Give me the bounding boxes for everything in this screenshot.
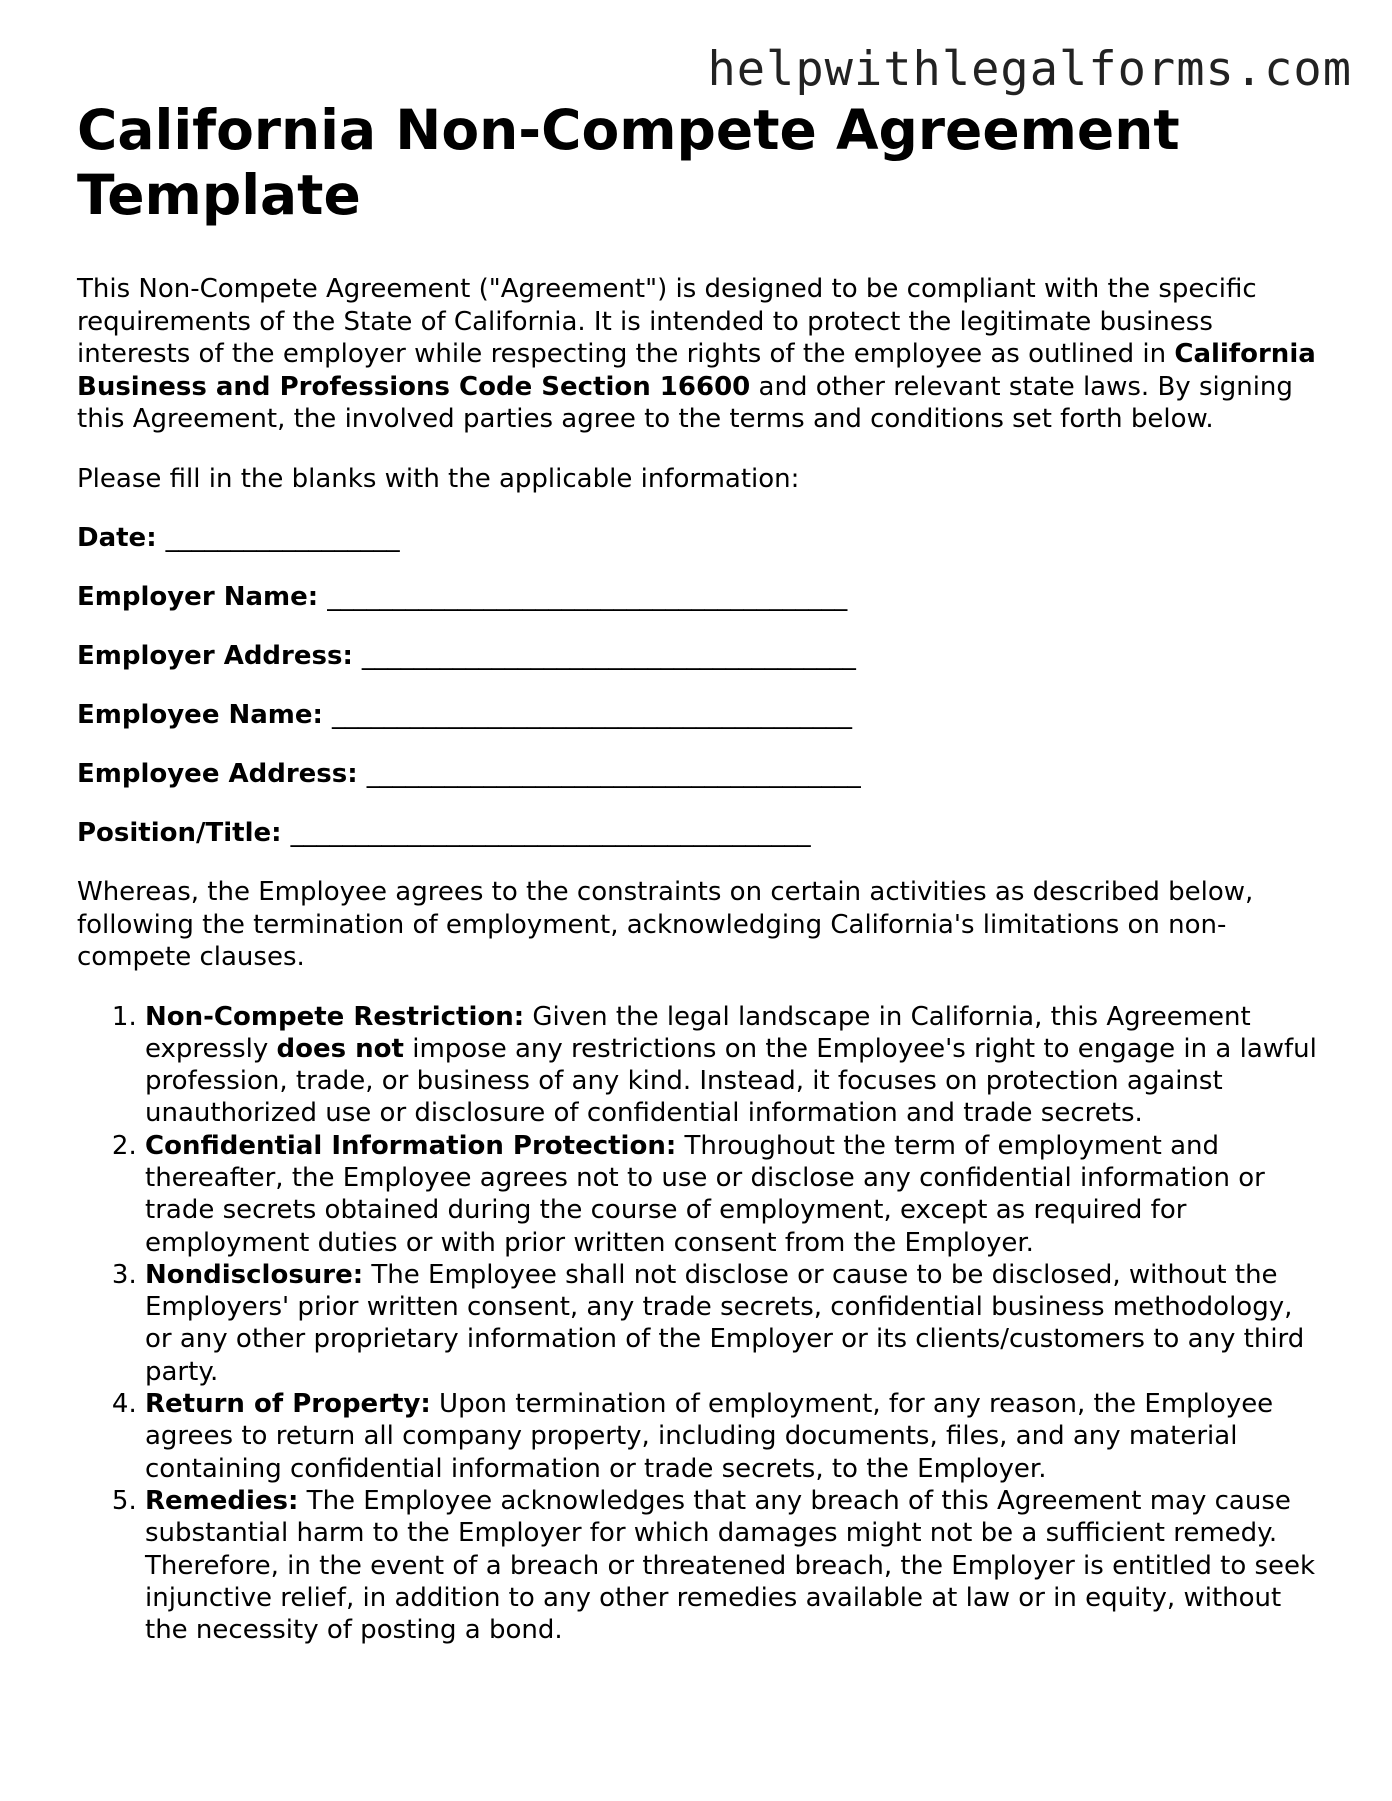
field-position-title xyxy=(77,817,1327,849)
clause-heading: Return of Property: xyxy=(145,1389,431,1420)
instructions-paragraph: Please fill in the blanks with the applicable information: xyxy=(77,463,800,494)
field-date xyxy=(77,522,1327,554)
clause-text: The Employee shall not disclose or cause to be disclosed, without the Employers' prior written consent, any trade secrets, confidential business methodology, or any other proprietary information of the Employer or its clients/customers to any third party. xyxy=(145,1259,1305,1387)
clause-item-confidential-information xyxy=(145,1130,1327,1259)
intro-text-start: This Non-Compete Agreement ("Agreement") is designed to be compliant with the specific requirements of the State of California. It is intended to protect the legitimate business interests of the employer while respecting the rights of the employee as outlined in xyxy=(77,274,1257,369)
field-employer-address xyxy=(77,640,1327,672)
clause-text: Given the legal landscape in California, this Agreement expressly xyxy=(145,1001,1251,1064)
field-label: Position/Title: xyxy=(77,818,282,848)
clause-text: The Employee acknowledges that any breach of this Agreement may cause substantial harm to the Employer for which damages might not be a sufficient remedy. Therefore, in the event of a breach or threatened breach, the Employer is entitled to seek injunctive relief, in addition to any other remedies available at law or in equity, without the necessity of posting a bond. xyxy=(145,1485,1316,1646)
clause-item-remedies xyxy=(145,1485,1327,1646)
field-blank-line[interactable]: ______________________________________ xyxy=(361,641,856,671)
document-page xyxy=(77,98,1327,1646)
clause-item-non-compete xyxy=(145,1001,1327,1130)
field-employee-name xyxy=(77,699,1327,731)
field-employer-name xyxy=(77,581,1327,613)
clauses-list xyxy=(77,1001,1327,1647)
field-label: Employee Address: xyxy=(77,759,358,789)
field-blank-line[interactable]: ________________________________________ xyxy=(332,700,852,730)
whereas-paragraph: Whereas, the Employee agrees to the constraints on certain activities as described below, following the termination of employment, acknowledging California's limitations on non-compete clauses. xyxy=(77,877,1254,972)
field-label: Employee Name: xyxy=(77,700,323,730)
site-watermark: helpwithlegalforms.com xyxy=(707,42,1352,97)
field-label: Employer Name: xyxy=(77,582,319,612)
clause-item-return-of-property xyxy=(145,1388,1327,1485)
intro-paragraph xyxy=(77,273,1327,436)
field-blank-line[interactable]: ________________________________________ xyxy=(327,582,848,612)
field-blank-line[interactable]: __________________ xyxy=(165,523,400,553)
clause-emphasis: does not xyxy=(276,1033,404,1064)
document-title: California Non-Compete Agreement Template xyxy=(77,98,1180,227)
clause-heading: Non-Compete Restriction: xyxy=(145,1001,525,1032)
clause-heading: Remedies: xyxy=(145,1485,299,1516)
field-label: Employer Address: xyxy=(77,641,353,671)
clause-text: Throughout the term of employment and thereafter, the Employee agrees not to use or disclose any confidential information or trade secrets obtained during the course of employment, except as required for employment duties or with prior written consent from the Employer. xyxy=(145,1130,1265,1258)
intro-code-reference: California Business and Professions Code Section 16600 xyxy=(77,339,1316,402)
clause-heading: Nondisclosure: xyxy=(145,1259,364,1290)
intro-text-end: and other relevant state laws. By signing this Agreement, the involved parties agree to the terms and conditions set forth below. xyxy=(77,371,1293,434)
clause-heading: Confidential Information Protection: xyxy=(145,1130,677,1161)
clause-item-nondisclosure xyxy=(145,1259,1327,1388)
field-blank-line[interactable]: ______________________________________ xyxy=(366,759,861,789)
clause-text: impose any restrictions on the Employee's right to engage in a lawful profession, trade, or business of any kind. Instead, it focuses on protection against unauthorized use or disclosure of confidential information and trade secrets. xyxy=(145,1033,1317,1129)
clause-text: Upon termination of employment, for any reason, the Employee agrees to return all company property, including documents, files, and any material containing confidential information or trade secrets, to the Employer. xyxy=(145,1389,1274,1484)
field-employee-address xyxy=(77,758,1327,790)
field-blank-line[interactable]: ________________________________________ xyxy=(290,818,811,848)
field-label: Date: xyxy=(77,523,157,553)
